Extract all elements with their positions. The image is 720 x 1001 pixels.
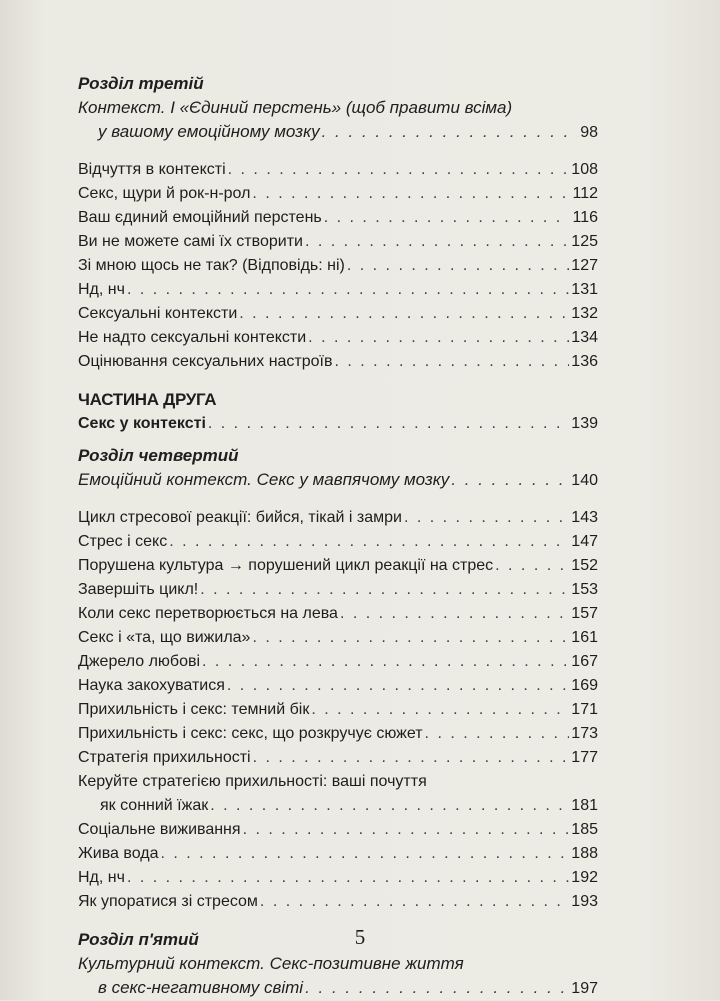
chapter-5-context-title: в секс-негативному світі	[98, 978, 304, 997]
leader-dots	[208, 412, 569, 436]
item-page: 134	[571, 329, 598, 346]
list-item	[78, 350, 598, 374]
item-title: Стрес і секс	[78, 533, 168, 550]
item-page: 181	[571, 797, 598, 814]
chapter-5-context-page: 197	[571, 980, 598, 997]
item-title: Прихильність і секс: темний бік	[78, 701, 310, 718]
list-item	[78, 506, 598, 530]
list-item	[78, 722, 598, 746]
item-page: 188	[571, 845, 598, 862]
chapter-3-context-page: 98	[580, 124, 598, 141]
item-title: Наука закохуватися	[78, 677, 225, 694]
list-item	[78, 554, 598, 578]
list-item	[78, 254, 598, 278]
leader-dots	[252, 182, 570, 206]
leader-dots	[324, 206, 571, 230]
chapter-4-context	[78, 468, 598, 492]
list-item	[78, 818, 598, 842]
list-item	[78, 278, 598, 302]
item-page: 112	[572, 185, 598, 202]
leader-dots	[239, 302, 569, 326]
item-page: 169	[571, 677, 598, 694]
item-title: Оцінювання сексуальних настроїв	[78, 353, 333, 370]
table-of-contents	[78, 72, 598, 1000]
item-title: Зі мною щось не так? (Відповідь: ні)	[78, 257, 345, 274]
item-page: 132	[571, 305, 598, 322]
leader-dots	[495, 554, 569, 578]
leader-dots	[260, 890, 569, 914]
list-item-line1	[78, 770, 598, 794]
list-item	[78, 578, 598, 602]
chapter-5-context	[78, 952, 598, 1000]
item-page: 136	[571, 353, 598, 370]
part-2-heading: ЧАСТИНА ДРУГА	[78, 390, 217, 409]
leader-dots	[160, 842, 569, 866]
item-title: Джерело любові	[78, 653, 201, 670]
item-page: 157	[571, 605, 598, 622]
chapter-4-context-title: Емоційний контекст. Секс у мавпячому мозку	[78, 470, 450, 489]
list-item	[78, 866, 598, 890]
item-title: Секс, щури й рок-н-рол	[78, 185, 251, 202]
item-title: Відчуття в контексті	[78, 161, 226, 178]
item-page: 192	[571, 869, 598, 886]
chapter-4-heading: Розділ четвертий	[78, 446, 239, 465]
item-title: Прихильність і секс: секс, що розкручує сюжет	[78, 725, 423, 742]
list-item	[78, 890, 598, 914]
item-title: Не надто сексуальні контексти	[78, 329, 307, 346]
chapter-5-heading: Розділ п'ятий	[78, 930, 199, 949]
item-title: Нд, нч	[78, 281, 125, 298]
chapter-3-context-line1: Контекст. І «Єдиний перстень» (щоб правити всіма)	[78, 98, 513, 117]
leader-dots	[127, 278, 569, 302]
list-item	[78, 230, 598, 254]
item-title: Сексуальні контексти	[78, 305, 238, 322]
list-item	[78, 206, 598, 230]
leader-dots	[252, 626, 569, 650]
part-2-title: Секс у контексті	[78, 415, 206, 432]
leader-dots	[404, 506, 569, 530]
chapter-3-context	[78, 96, 598, 144]
list-item	[78, 698, 598, 722]
item-page: 152	[571, 557, 598, 574]
leader-dots	[347, 254, 569, 278]
chapter-4-context-page: 140	[571, 472, 598, 489]
leader-dots	[253, 746, 570, 770]
list-item	[78, 842, 598, 866]
item-title: Як упоратися зі стресом	[78, 893, 258, 910]
chapter-3-items	[78, 158, 598, 374]
item-title: Завершіть цикл!	[78, 581, 199, 598]
leader-dots	[169, 530, 569, 554]
item-page: 161	[571, 629, 598, 646]
leader-dots	[200, 578, 569, 602]
leader-dots	[210, 794, 569, 818]
chapter-3-context-title: у вашому емоційному мозку	[98, 122, 320, 141]
leader-dots	[228, 158, 570, 182]
item-page: 167	[571, 653, 598, 670]
item-page: 147	[571, 533, 598, 550]
item-title: Нд, нч	[78, 869, 125, 886]
leader-dots	[308, 326, 569, 350]
list-item	[78, 650, 598, 674]
item-page: 177	[571, 749, 598, 766]
list-item	[78, 602, 598, 626]
chapter-5-context-line2	[78, 976, 598, 1000]
item-page: 131	[571, 281, 598, 298]
part-2-page: 139	[571, 415, 598, 432]
leader-dots	[227, 674, 569, 698]
item-title: Порушена культура → порушений цикл реакції на стрес	[78, 557, 494, 574]
leader-dots	[322, 120, 579, 144]
item-page: 153	[571, 581, 598, 598]
list-item	[78, 182, 598, 206]
item-title-cont: як сонний їжак	[100, 797, 209, 814]
list-item	[78, 158, 598, 182]
leader-dots	[127, 866, 569, 890]
chapter-3-context-line2	[78, 120, 598, 144]
chapter-3-heading: Розділ третій	[78, 74, 204, 93]
item-page: 185	[571, 821, 598, 838]
part-2-title-row	[78, 412, 598, 436]
list-item	[78, 794, 598, 818]
item-title: Жива вода	[78, 845, 159, 862]
list-item	[78, 530, 598, 554]
item-title: Секс і «та, що вижила»	[78, 629, 251, 646]
item-title: Стратегія прихильності	[78, 749, 251, 766]
item-title: Ви не можете самі їх створити	[78, 233, 303, 250]
leader-dots	[305, 230, 569, 254]
list-item	[78, 746, 598, 770]
chapter-5-context-line1: Культурний контекст. Секс-позитивне життя	[78, 954, 464, 973]
item-page: 116	[572, 209, 598, 226]
item-page: 108	[571, 161, 598, 178]
list-item	[78, 302, 598, 326]
item-title: Ваш єдиний емоційний перстень	[78, 209, 322, 226]
item-page: 127	[571, 257, 598, 274]
leader-dots	[311, 698, 569, 722]
item-title: Керуйте стратегією прихильності: ваші почуття	[78, 773, 427, 790]
leader-dots	[243, 818, 570, 842]
leader-dots	[335, 350, 570, 374]
item-page: 171	[571, 701, 598, 718]
leader-dots	[202, 650, 569, 674]
item-title: Цикл стресової реакції: бийся, тікай і замри	[78, 509, 402, 526]
item-page: 125	[571, 233, 598, 250]
item-page: 173	[571, 725, 598, 742]
item-page: 143	[571, 509, 598, 526]
leader-dots	[451, 468, 569, 492]
leader-dots	[425, 722, 570, 746]
leader-dots	[340, 602, 569, 626]
list-item	[78, 674, 598, 698]
chapter-4-items	[78, 506, 598, 914]
item-title: Коли секс перетворюється на лева	[78, 605, 338, 622]
item-page: 193	[571, 893, 598, 910]
page-number: 5	[354, 925, 366, 949]
chapter-4-context-line1	[78, 468, 598, 492]
list-item	[78, 626, 598, 650]
list-item	[78, 326, 598, 350]
leader-dots	[305, 976, 569, 1000]
item-title: Соціальне виживання	[78, 821, 241, 838]
